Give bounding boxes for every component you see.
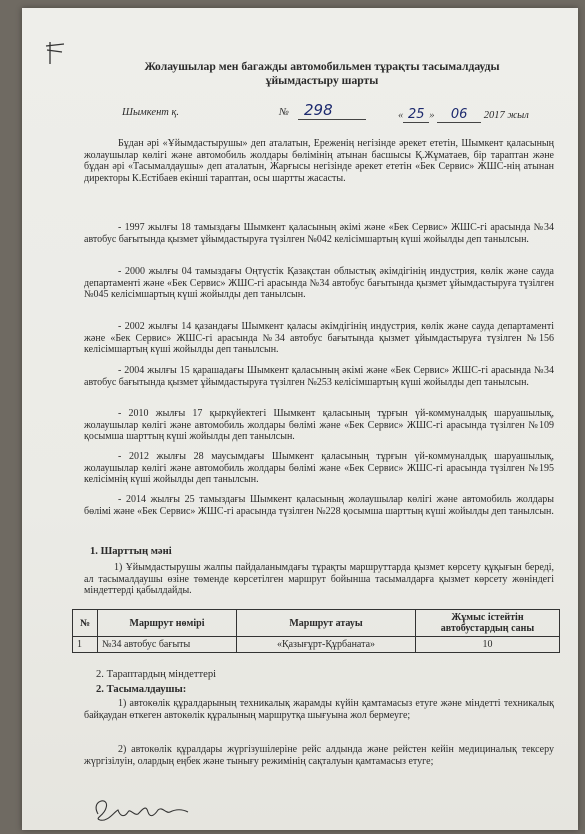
cell-route-number: №34 автобус бағыты — [98, 637, 237, 653]
list-item: - 2010 жылғы 17 қыркүйектегі Шымкент қаласының тұрғын үй-коммуналдық шаруашылық, жолаушылар көлігі және автомобиль жолдары бөлімі және «Бек Сервис» ЖШС-гі арасында түзілген №109 қосымша шарттың күші жойылды деп танылсын. — [84, 408, 554, 443]
date-month: 06 — [437, 107, 481, 123]
date-day: 25 — [403, 107, 429, 123]
list-item: - 2014 жылғы 25 тамыздағы Шымкент қаласының жолаушылар көлігі және автомобиль жолдары бөлімі және «Бек Сервис» ЖШС-гі арасында түзілген №228 қосымша шарттың күші жойылды деп танылсын. — [84, 494, 554, 517]
list-item: - 2004 жылғы 15 қарашадағы Шымкент қаласының әкімі және «Бек Сервис» ЖШС-гі арасында №34 автобус бағытында қызмет ұйымдастыруға түзілген №253 келісімшартың күші жойылды деп танылсын. — [84, 365, 554, 388]
col-header-bus-count: Жұмыс істейтін автобустардың саны — [416, 610, 560, 637]
cell-bus-count: 10 — [416, 637, 560, 653]
contract-number: 298 — [304, 101, 333, 119]
contract-title — [112, 60, 532, 88]
date-quote-open: « — [398, 110, 404, 121]
section-2-subheading: 2. Тасымалдаушы: — [96, 684, 187, 695]
table-row — [73, 637, 560, 653]
handwritten-signature — [84, 790, 204, 830]
cell-route-name: «Қазығұрт-Құрбаната» — [237, 637, 416, 653]
number-underline — [298, 119, 366, 120]
city-label: Шымкент қ. — [122, 107, 180, 118]
list-item: - 1997 жылғы 18 тамыздағы Шымкент қаласының әкімі және «Бек Сервис» ЖШС-гі арасында №34 автобус бағытында қызмет ұйымдастыруға түзілген №042 келісімшартың күші жойылды деп танылсын. — [84, 222, 554, 245]
title-line-2: ұйымдастыру шарты — [265, 74, 379, 87]
section-1-heading: 1. Шарттың мәні — [90, 546, 172, 557]
contract-date — [398, 107, 529, 123]
col-header-route-number: Маршрут нөмірі — [98, 610, 237, 637]
date-quote-close: » — [429, 110, 435, 121]
intro-text: Бұдан әрі «Ұйымдастырушы» деп аталатын, Ереженің негізінде әрекет ететін, Шымкент қаласының жолаушылар көлігі және автомобиль жолдары бөлімінің атынан басшысы Қ.Жұматаев, бір тараптан және бұдан әрі «Тасымалдаушы» деп аталатын, Жарғысы негізінде әрекет ететін «Бек Сервис» ЖШС-нің атынан директоры К.Естібаев екінші тараптан, осы шартты жасасты. — [84, 138, 554, 184]
section-2-heading: 2. Тараптардың міндеттері — [96, 669, 217, 680]
col-header-no: № — [73, 610, 98, 637]
section-1-text: 1) Ұйымдастырушы жалпы пайдаланымдағы тұрақты маршруттарда қызмет көрсету құқығын береді, ал тасымалдаушы өзіне төменде көрсетілген маршрут бойынша тасымалдарға қызмет көрсету жөніндегі міндеттерді қабылдайды. — [84, 562, 554, 597]
list-item: - 2000 жылғы 04 тамыздағы Оңтүстік Қазақстан облыстық әкімдігінің индустрия, көлік және сауда департаменті және «Бек Сервис» ЖШС-гі арасында №34 автобус бағытында қызмет ұйымдастыруға түзілген №045 келісімшартың күші жойылды деп танылсын. — [84, 266, 554, 301]
cell-no: 1 — [73, 637, 98, 653]
title-line-1: Жолаушылар мен багажды автомобильмен тұрақты тасымалдауды — [144, 60, 500, 73]
number-label: № — [279, 107, 289, 118]
list-item: - 2002 жылғы 14 қазандағы Шымкент қаласы әкімдігінің индустрия, көлік және сауда департаменті және «Бек Сервис» ЖШС-гі арасында №34 автобус бағытында қызмет ұйымдастыруға түзілген №156 келісімшартың күші жойылды деп танылсын. — [84, 321, 554, 356]
table-header-row — [73, 610, 560, 637]
date-year: 2017 жыл — [483, 110, 529, 121]
intro-paragraph — [84, 138, 554, 184]
section-2-item: 1) автокөлік құралдарының техникалық жарамды күйін қамтамасыз етуге және міндетті техникалық байқаудан өткеген автокөлік құралының маршрутқа шығуына жол бермеуге; — [84, 698, 554, 721]
section-2-item: 2) автокөлік құралдары жүргізушілеріне рейс алдында және рейстен кейін медициналық тексеру жүргізілуін, олардың еңбек және тынығу режимінің сақталуын қамтамасыз етуге; — [84, 744, 554, 767]
handwritten-corner-mark — [42, 34, 82, 74]
routes-table — [72, 609, 560, 653]
col-header-route-name: Маршрут атауы — [237, 610, 416, 637]
document-page — [22, 8, 578, 830]
list-item: - 2012 жылғы 28 маусымдағы Шымкент қаласының тұрғын үй-коммуналдық шаруашылық, жолаушылар көлігі және автомобиль жолдары бөлімі және «Бек Сервис» ЖШС-гі арасында түзілген №195 келісімнің күші жойылды деп танылсын. — [84, 451, 554, 486]
